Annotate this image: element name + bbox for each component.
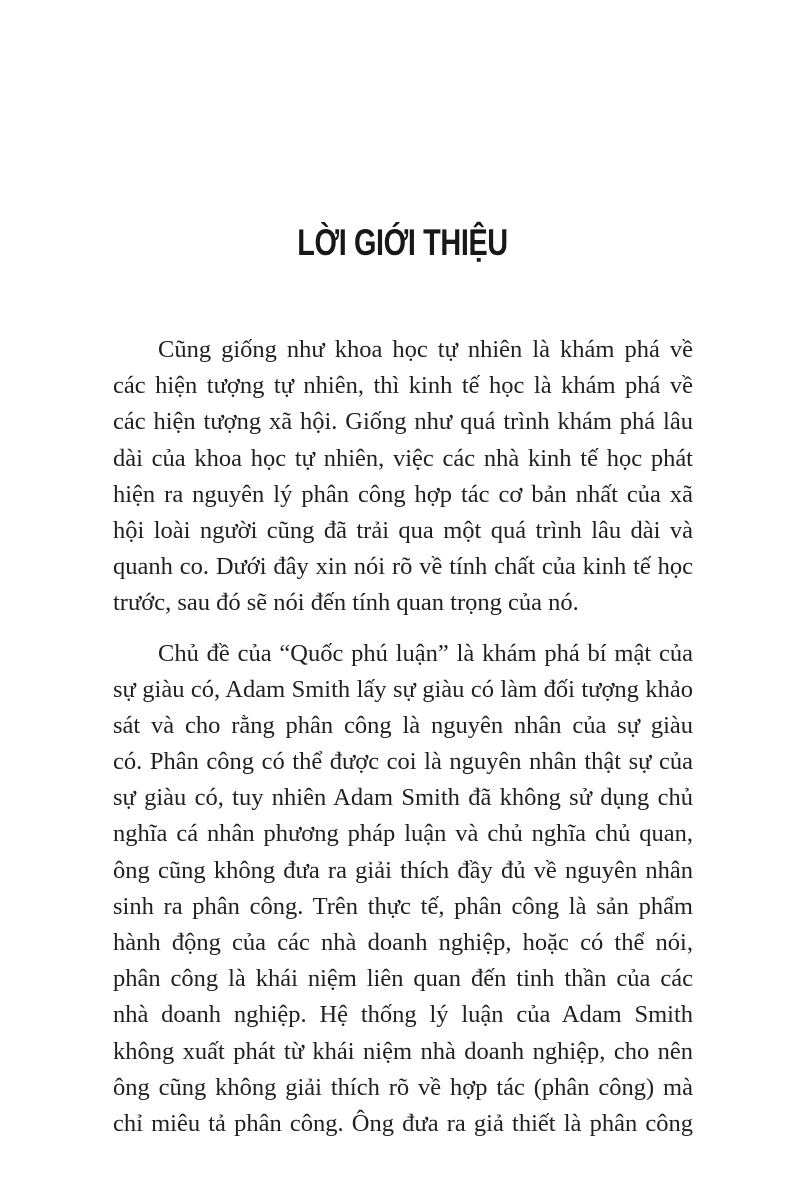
text-line: ông cũng không giải thích rõ về hợp tác (phân công) mà: [113, 1073, 693, 1101]
chapter-title: LỜI GIỚI THIỆU: [297, 221, 508, 263]
text-line: các hiện tượng tự nhiên, thì kinh tế học là khám phá về: [113, 372, 693, 400]
text-line: các hiện tượng xã hội. Giống như quá trình khám phá lâu: [113, 408, 693, 436]
text-line: không xuất phát từ khái niệm nhà doanh nghiệp, cho nên: [113, 1037, 693, 1065]
text-line: chỉ miêu tả phân công. Ông đưa ra giả thiết là phân công: [113, 1109, 693, 1137]
text-line: quanh co. Dưới đây xin nói rõ về tính chất của kinh tế học: [113, 553, 693, 581]
text-line: Cũng giống như khoa học tự nhiên là khám phá về: [158, 336, 693, 363]
text-line: sát và cho rằng phân công là nguyên nhân của sự giàu: [113, 711, 693, 739]
paragraph-2: [113, 636, 693, 1143]
text-line: có. Phân công có thể được coi là nguyên nhân thật sự của: [113, 748, 693, 776]
text-line: hội loài người cũng đã trải qua một quá trình lâu dài và: [113, 516, 693, 544]
text-line: nhà doanh nghiệp. Hệ thống lý luận của Adam Smith: [113, 1001, 693, 1029]
text-line: sự giàu có, Adam Smith lấy sự giàu có làm đối tượng khảo: [113, 675, 693, 703]
body-text: [113, 332, 693, 1142]
text-line: sự giàu có, tuy nhiên Adam Smith đã không sử dụng chủ: [113, 784, 693, 812]
text-line: dài của khoa học tự nhiên, việc các nhà kinh tế học phát: [113, 444, 693, 472]
text-line: hành động của các nhà doanh nghiệp, hoặc có thể nói,: [113, 929, 693, 956]
text-line: trước, sau đó sẽ nói đến tính quan trọng của nó.: [113, 589, 579, 617]
text-line: ông cũng không đưa ra giải thích đầy đủ về nguyên nhân: [113, 856, 693, 884]
text-line: hiện ra nguyên lý phân công hợp tác cơ bản nhất của xã: [113, 480, 693, 508]
text-line: sinh ra phân công. Trên thực tế, phân công là sản phẩm: [113, 892, 693, 920]
text-line: nghĩa cá nhân phương pháp luận và chủ nghĩa chủ quan,: [113, 820, 693, 848]
text-line: Chủ đề của “Quốc phú luận” là khám phá bí mật của: [158, 639, 693, 667]
text-line: phân công là khái niệm liên quan đến tinh thần của các: [113, 965, 693, 993]
paragraph-1: [113, 332, 693, 622]
